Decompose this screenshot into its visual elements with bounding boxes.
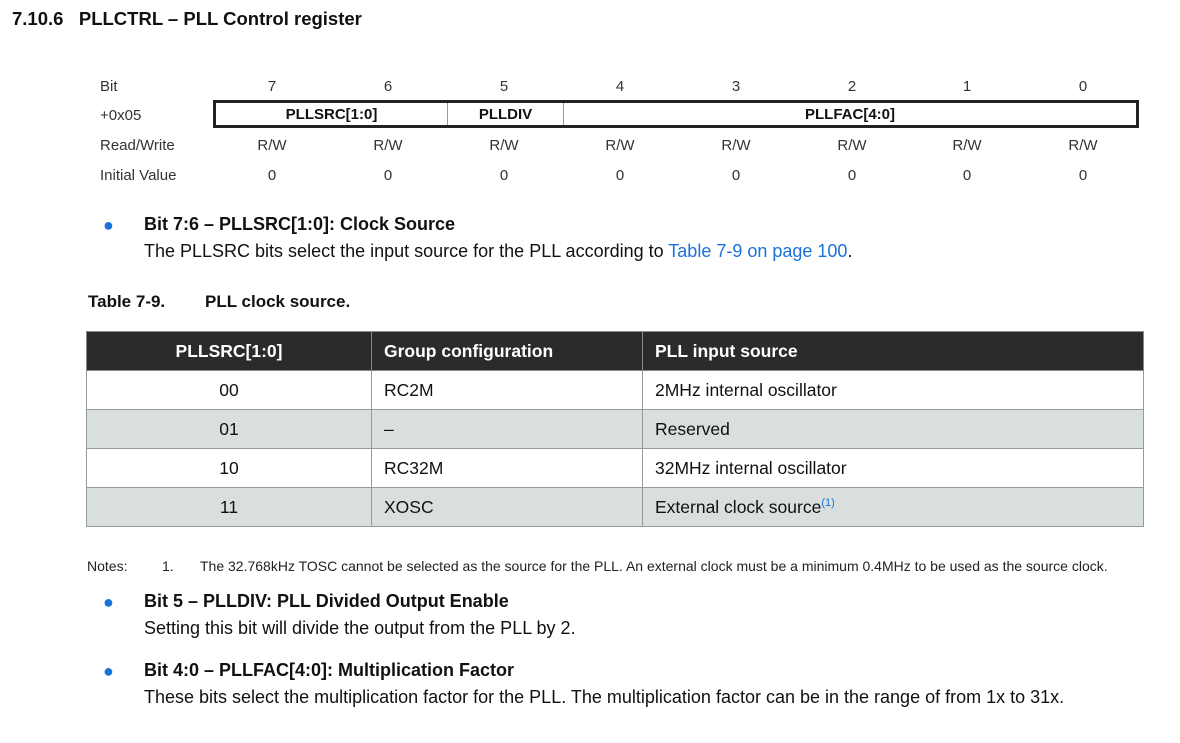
table-cell xyxy=(643,488,1144,527)
initial-cell: 0 xyxy=(383,167,393,184)
table-cell: 01 xyxy=(87,410,372,449)
bullet-text xyxy=(144,238,1134,264)
section-heading xyxy=(12,8,362,30)
header-cell: Group configuration xyxy=(372,332,643,371)
header-cell: PLLSRC[1:0] xyxy=(87,332,372,371)
bullet-title: Bit 4:0 – PLLFAC[4:0]: Multiplication Factor xyxy=(144,660,515,680)
field-pllsrc: PLLSRC[1:0] xyxy=(216,103,448,125)
rw-cell: R/W xyxy=(605,137,635,154)
rw-row-label: Read/Write xyxy=(100,137,175,154)
bullet-icon: ● xyxy=(103,592,114,612)
table-cell: RC32M xyxy=(372,449,643,488)
notes-label: Notes: xyxy=(87,558,128,574)
bullet-title: Bit 7:6 – PLLSRC[1:0]: Clock Source xyxy=(144,214,456,234)
initial-cell: 0 xyxy=(1078,167,1088,184)
initial-cell: 0 xyxy=(499,167,509,184)
note-text: The 32.768kHz TOSC cannot be selected as the source for the PLL. An external clock must be a minimum 0.4MHz to be used as the source clock. xyxy=(200,558,1108,574)
table-cell: 00 xyxy=(87,371,372,410)
field-pllfac: PLLFAC[4:0] xyxy=(805,105,895,123)
initial-row-label: Initial Value xyxy=(100,167,177,184)
bit-number: 4 xyxy=(615,78,625,95)
bit-number: 7 xyxy=(267,78,277,95)
address-label: +0x05 xyxy=(100,107,142,124)
rw-cell: R/W xyxy=(257,137,287,154)
rw-cell: R/W xyxy=(373,137,403,154)
rw-cell: R/W xyxy=(721,137,751,154)
bullet-text-part: The PLLSRC bits select the input source for the PLL according to xyxy=(144,241,669,261)
section-number: 7.10.6 xyxy=(12,8,64,29)
table-row xyxy=(87,410,1144,449)
table-caption-title: PLL clock source. xyxy=(205,292,351,311)
table-cell: RC2M xyxy=(372,371,643,410)
table-cell: 2MHz internal oscillator xyxy=(643,371,1144,410)
initial-cell: 0 xyxy=(962,167,972,184)
table-cell: 11 xyxy=(87,488,372,527)
bullet-text-part: . xyxy=(847,241,853,261)
table-cell: Reserved xyxy=(643,410,1144,449)
table-row xyxy=(87,488,1144,527)
rw-cell: R/W xyxy=(952,137,982,154)
field-plldiv: PLLDIV xyxy=(448,103,564,125)
initial-cell: 0 xyxy=(615,167,625,184)
bullet-icon: ● xyxy=(103,215,114,235)
initial-cell: 0 xyxy=(731,167,741,184)
bit-number: 1 xyxy=(962,78,972,95)
table-cell: – xyxy=(372,410,643,449)
header-cell: PLL input source xyxy=(643,332,1144,371)
bullet-text: Setting this bit will divide the output from the PLL by 2. xyxy=(144,618,576,638)
cell-text: External clock source xyxy=(655,496,822,517)
note-number: 1. xyxy=(162,558,174,574)
table-row xyxy=(87,371,1144,410)
initial-cell: 0 xyxy=(267,167,277,184)
bit-number: 2 xyxy=(847,78,857,95)
bullet-icon: ● xyxy=(103,661,114,681)
register-field-box xyxy=(213,100,1139,128)
table-cell: 10 xyxy=(87,449,372,488)
bit-number: 3 xyxy=(731,78,741,95)
footnote-ref[interactable]: (1) xyxy=(821,496,835,509)
initial-cell: 0 xyxy=(847,167,857,184)
bit-number: 6 xyxy=(383,78,393,95)
table-caption-number: Table 7-9. xyxy=(88,292,166,311)
rw-cell: R/W xyxy=(1068,137,1098,154)
bit-row-label: Bit xyxy=(100,78,118,95)
table-header-row xyxy=(87,332,1144,371)
table-cell: XOSC xyxy=(372,488,643,527)
bit-number: 0 xyxy=(1078,78,1088,95)
table-row xyxy=(87,449,1144,488)
rw-cell: R/W xyxy=(837,137,867,154)
pll-clock-source-table xyxy=(86,331,1144,527)
section-title: PLLCTRL – PLL Control register xyxy=(78,8,362,29)
table-link[interactable]: Table 7-9 on page 100 xyxy=(668,241,848,261)
rw-cell: R/W xyxy=(489,137,519,154)
table-cell: 32MHz internal oscillator xyxy=(643,449,1144,488)
bullet-title: Bit 5 – PLLDIV: PLL Divided Output Enable xyxy=(144,591,509,611)
bit-number: 5 xyxy=(499,78,509,95)
bullet-text: These bits select the multiplication factor for the PLL. The multiplication factor can be in the range of from 1x to 31x. xyxy=(144,687,1065,707)
